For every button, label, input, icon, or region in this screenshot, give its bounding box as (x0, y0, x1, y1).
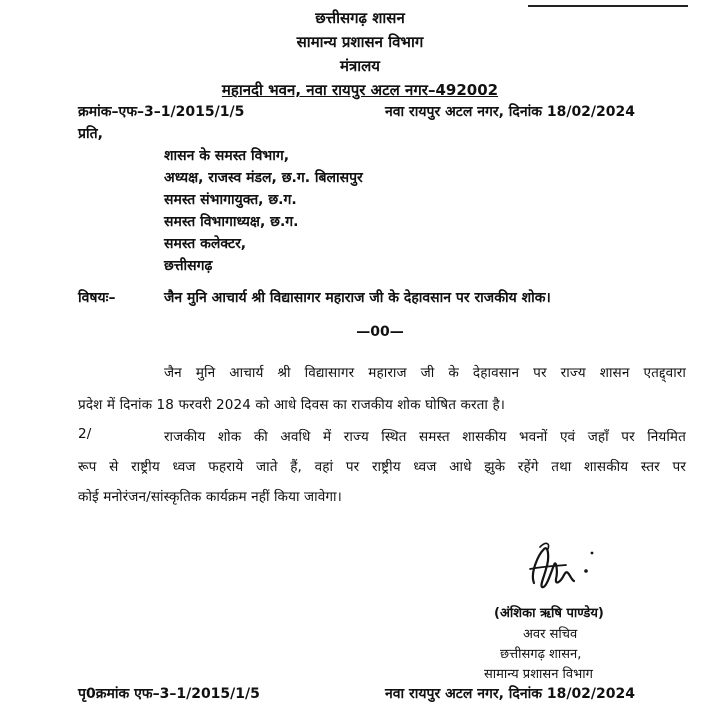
para2-line3: कोई मनोरंजन/सांस्कृतिक कार्यक्रम नहीं किया जावेगा। (78, 489, 342, 505)
reference-number: क्रमांक–एफ–3–1/2015/1/5 (78, 104, 245, 120)
signature-image (520, 535, 610, 595)
para2-line2: रूप से राष्ट्रीय ध्वज फहराये जाते हैं, वहां पर राष्ट्रीय ध्वज आधे झुके रहेंगे तथा शासकीय स्तर पर (78, 459, 686, 475)
header-ministry: मंत्रालय (339, 57, 380, 75)
header-address: महानदी भवन, नवा रायपुर अटल नगर–492002 (221, 81, 499, 99)
prati-label: प्रति, (78, 126, 103, 142)
recipient-item: समस्त विभागाध्यक्ष, छ.ग. (164, 214, 299, 230)
signatory-designation: अवर सचिव (523, 627, 578, 642)
subject-text: जैन मुनि आचार्य श्री विद्यासागर महाराज जी के देहावसान पर राजकीय शोक। (164, 290, 551, 306)
recipient-item: समस्त कलेक्टर, (164, 236, 247, 252)
para2-line1: राजकीय शोक की अवधि में राज्य स्थित समस्त शासकीय भवनों एवं जहाँ पर नियमित (164, 429, 686, 445)
recipient-item: शासन के समस्त विभाग, (164, 148, 290, 164)
recipient-item: अध्यक्ष, राजस्व मंडल, छ.ग. बिलासपुर (164, 170, 363, 186)
header-address-wrap (0, 80, 720, 100)
top-cropped-mark (528, 0, 688, 7)
para1-line2: प्रदेश में दिनांक 18 फरवरी 2024 को आधे दिवस का राजकीय शोक घोषित करता है। (78, 397, 506, 413)
endorsement-reference-number: पृ0क्रमांक एफ–3–1/2015/1/5 (78, 686, 260, 702)
subject-label: विषयः– (78, 290, 116, 306)
separator: —00— (356, 324, 404, 340)
recipient-item: छत्तीसगढ़ (164, 258, 213, 274)
header-government: छत्तीसगढ़ शासन (315, 9, 405, 27)
signatory-org-state: छत्तीसगढ़ शासन, (500, 647, 582, 662)
para1-line1: जैन मुनि आचार्य श्री विद्यासागर महाराज जी के देहावसान पर राज्य शासन एतद्द्वारा (164, 365, 686, 381)
signatory-org-department: सामान्य प्रशासन विभाग (484, 667, 593, 682)
header-department: सामान्य प्रशासन विभाग (296, 33, 424, 51)
para2-number: 2/ (78, 426, 92, 442)
signatory-name: (अंशिका ऋषि पाण्डेय) (494, 606, 604, 621)
recipient-item: समस्त संभागायुक्त, छ.ग. (164, 192, 297, 208)
endorsement-place-date: नवा रायपुर अटल नगर, दिनांक 18/02/2024 (385, 686, 636, 702)
reference-place-date: नवा रायपुर अटल नगर, दिनांक 18/02/2024 (385, 104, 636, 120)
